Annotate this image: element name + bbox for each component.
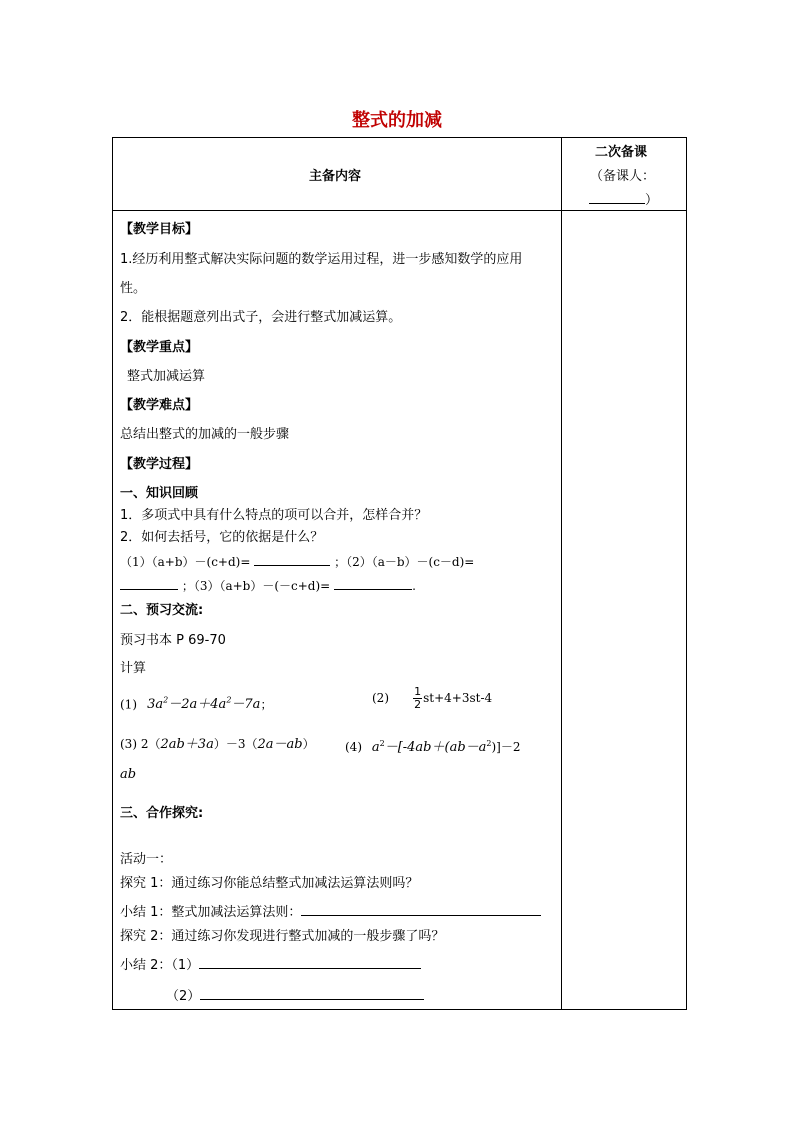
cooperation-heading: 三、合作探究: [120, 806, 204, 821]
problem-4-wrap: ab [120, 767, 137, 782]
expression-line-2 [120, 577, 416, 594]
problem-3: (3) 2（2ab＋3a）－3（2a－ab） [120, 737, 315, 752]
key-points-heading: 【教学重点】 [120, 340, 199, 355]
table-column-divider [561, 137, 562, 1010]
activity-label: 活动一： [120, 852, 173, 867]
expression-line-1 [120, 553, 474, 570]
goal-1: 1.经历利用整式解决实际问题的数学运用过程，进一步感知数学的应用 [120, 252, 523, 267]
problem-4: (4) $a^2-[-4ab+(ab-a^2)]-2$ [345, 739, 521, 755]
goals-heading: 【教学目标】 [120, 222, 199, 237]
problem-1-label: (1) [120, 697, 137, 712]
explore-1: 探究 1：通过练习你能总结整式加减法运算法则吗？ [120, 876, 419, 891]
problem-2-fraction: $\frac{1}{2}$ [414, 685, 422, 711]
summary-1: 小结 1：整式加减法运算法则： [120, 903, 541, 921]
preparer-field [589, 191, 658, 209]
problem-2-expression: st+4+3st-4 [423, 691, 493, 705]
page-title: 整式的加减 [352, 110, 442, 131]
table-header-divider [112, 210, 687, 211]
process-heading: 【教学过程】 [120, 457, 199, 472]
table-border-left [112, 137, 113, 1010]
review-question-2: 2．如何去括号，它的依据是什么？ [120, 530, 324, 545]
summary-2-blank-2 [200, 987, 424, 1000]
main-content-header: 主备内容 [309, 169, 362, 184]
problem-2 [372, 686, 492, 711]
table-border-bottom [112, 1009, 687, 1010]
difficulty-text: 总结出整式的加减的一般步骤 [120, 427, 290, 442]
second-prep-header: 二次备课 [595, 145, 648, 160]
goal-2: 2．能根据题意列出式子，会进行整式加减运算。 [120, 310, 402, 325]
table-border-top [112, 137, 687, 138]
answer-blank-2 [120, 577, 178, 590]
expression-1: （1）（a+b）－(c+d)= [120, 555, 251, 569]
review-question-1: 1．多项式中具有什么特点的项可以合并，怎样合并？ [120, 508, 428, 523]
difficulty-heading: 【教学难点】 [120, 398, 199, 413]
preparer-close: ） [645, 193, 659, 208]
summary-2-blank-1 [199, 956, 421, 969]
answer-blank-1 [254, 553, 330, 566]
expression-3: ；（3）（a+b）－(－c+d)= [181, 579, 331, 593]
problem-1-expression: $3a^2-2a+4a^2-7a$ [147, 696, 261, 713]
summary-1-blank [301, 903, 541, 916]
key-points-text: 整式加减运算 [127, 369, 206, 384]
preview-text: 预习书本 P 69-70 [120, 633, 226, 648]
preparer-blank [589, 191, 645, 204]
answer-blank-3 [334, 577, 412, 590]
preparer-label: （备课人： [590, 169, 656, 184]
problem-1-end: ； [260, 697, 273, 712]
problem-2-label: (2) [372, 691, 389, 705]
explore-2: 探究 2：通过练习你发现进行整式加减的一般步骤了吗？ [120, 929, 445, 944]
review-heading: 一、知识回顾 [120, 486, 199, 501]
problem-1 [120, 693, 272, 713]
goal-1-cont: 性。 [120, 281, 147, 296]
summary-2b: （2） [166, 987, 424, 1005]
preview-heading: 二、预习交流: [120, 603, 204, 618]
calc-label: 计算 [120, 661, 147, 676]
table-border-right [686, 137, 687, 1010]
expression-2: ；（2）（a－b）－(c－d)= [334, 555, 475, 569]
expression-3-end: . [412, 579, 416, 593]
summary-2: 小结 2：（1） [120, 956, 421, 974]
